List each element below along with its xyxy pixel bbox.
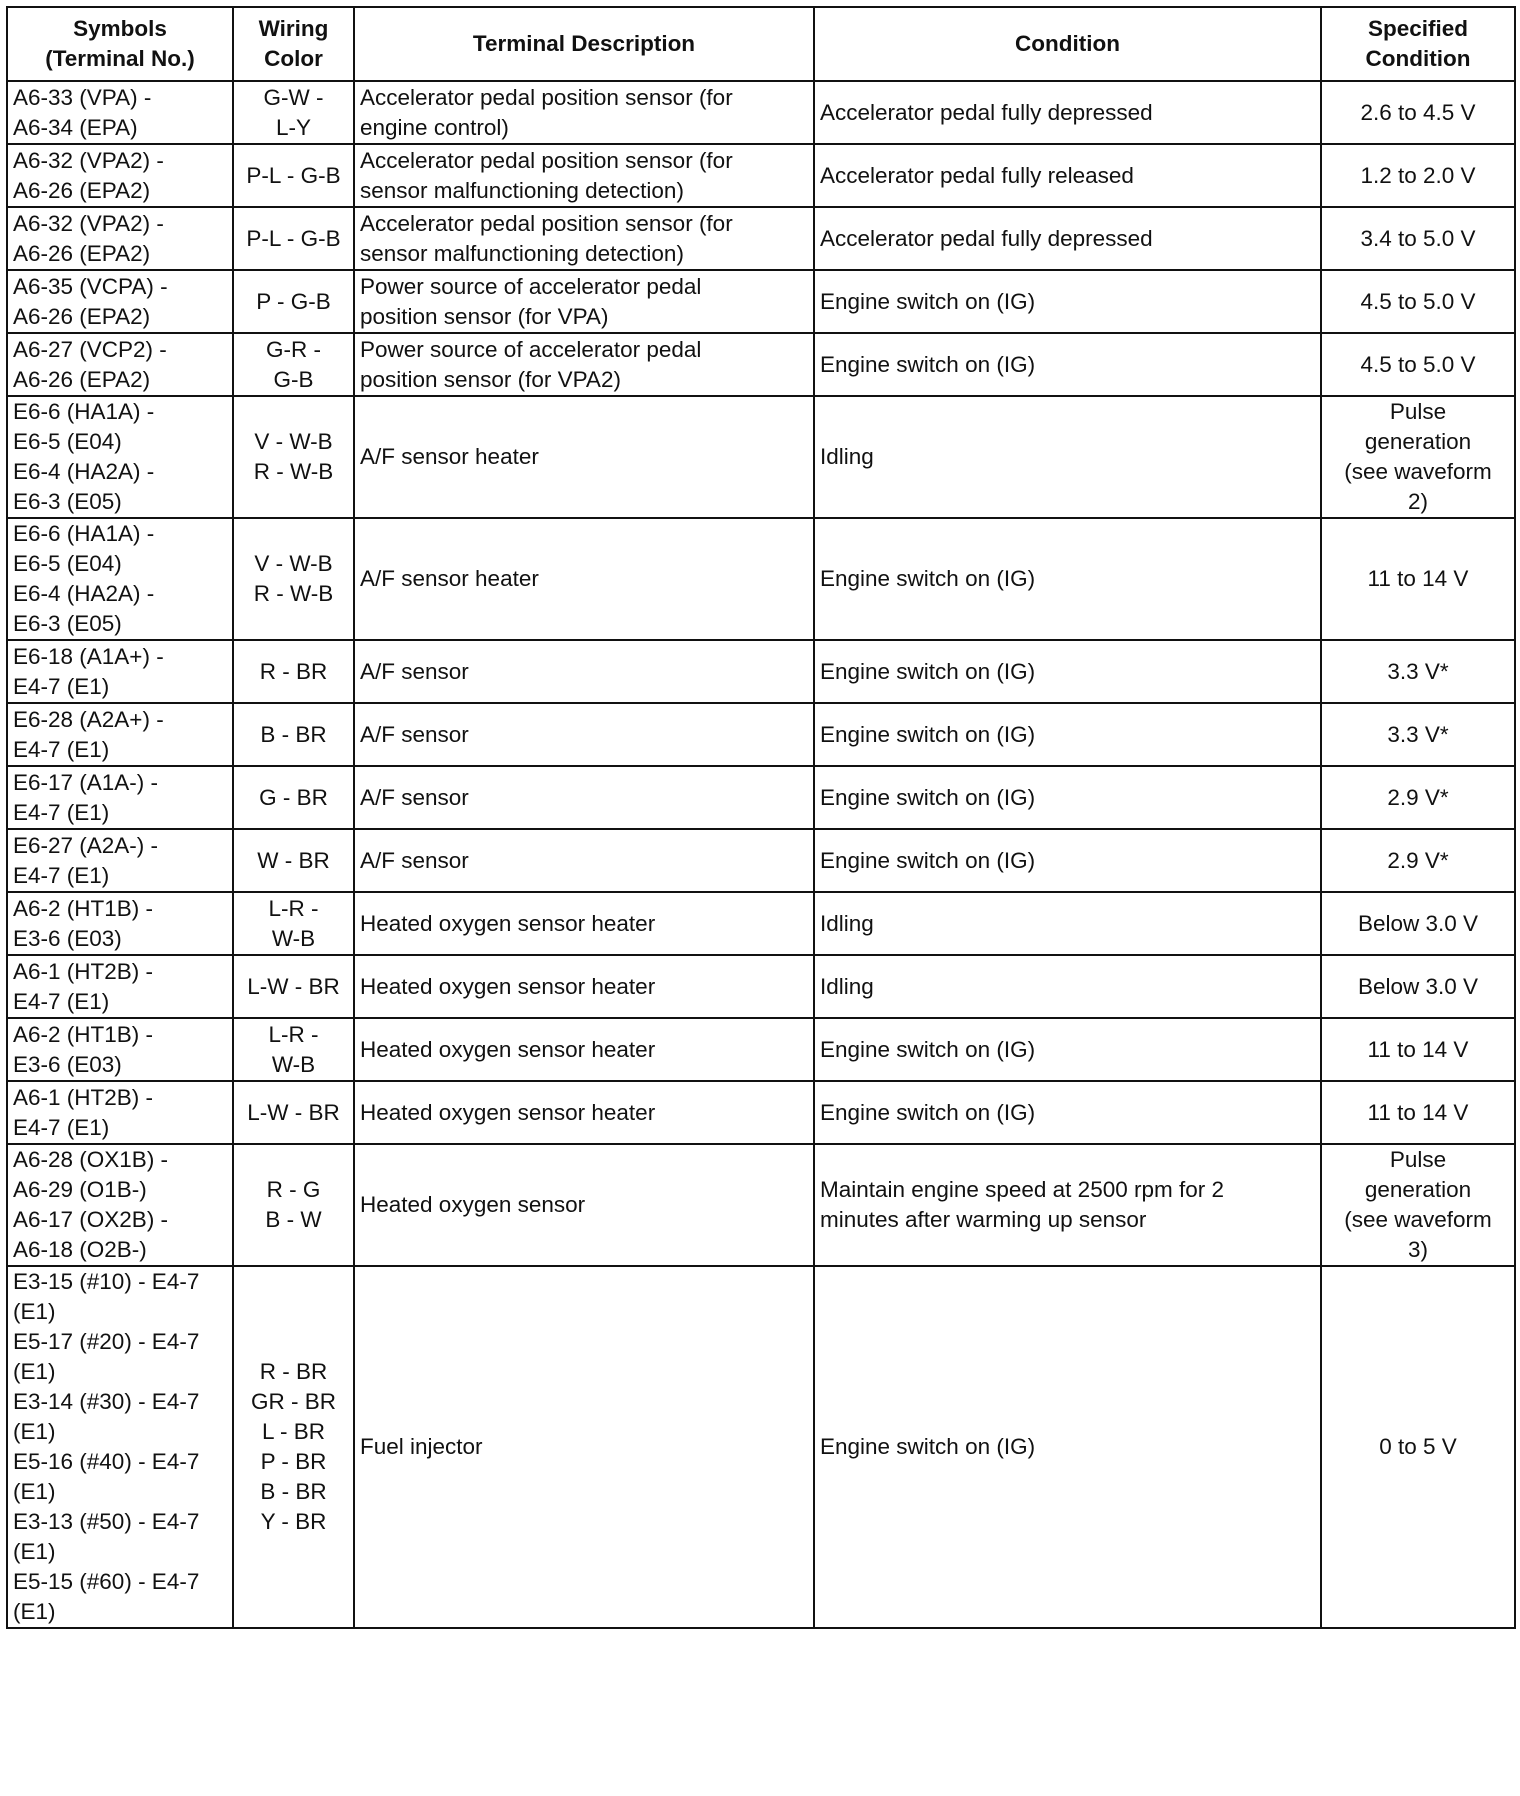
wiring-color-cell-line: P-L - G-B [246,162,341,188]
specified-condition-cell: 4.5 to 5.0 V [1321,333,1515,396]
wiring-color-cell-line: R - BR [259,658,328,684]
terminal-description-cell [354,270,814,333]
header-terminal-description: Terminal Description [354,7,814,81]
terminal-symbols-cell-line: (E1) [13,1359,56,1384]
text-line: (see waveform [1344,459,1492,484]
terminal-description-cell: A/F sensor [354,829,814,892]
wiring-color-cell-line: GR - BR [250,1389,336,1414]
terminal-symbols-cell-line: (E1) [13,1299,56,1324]
terminal-description-cell: A/F sensor [354,766,814,829]
wiring-color-cell-line: B - BR [260,721,327,747]
specified-condition-cell [1321,1144,1515,1266]
condition-cell: Idling [814,955,1321,1018]
terminal-description-cell [354,144,814,207]
table-body [7,81,1515,1628]
condition-cell: Accelerator pedal fully depressed [814,81,1321,144]
header-condition: Condition [814,7,1321,81]
terminal-description-cell: Heated oxygen sensor [354,1144,814,1266]
table-row [7,640,1515,703]
header-wiring-line: Wiring [258,16,329,41]
terminal-symbols-cell-line: E4-7 (E1) [13,1114,110,1140]
specified-condition-cell: 0 to 5 V [1321,1266,1515,1628]
specified-condition-cell: 11 to 14 V [1321,1081,1515,1144]
wiring-color-cell [233,1144,354,1266]
wiring-color-cell-line: L-R - [268,1021,319,1047]
wiring-color-cell-line: G-W - [263,84,324,110]
condition-cell: Engine switch on (IG) [814,829,1321,892]
terminal-symbols-cell-line: E4-7 (E1) [13,736,110,762]
condition-cell: Engine switch on (IG) [814,640,1321,703]
terminal-symbols-cell [7,518,233,640]
terminal-symbols-cell [7,1081,233,1144]
condition-cell: Engine switch on (IG) [814,766,1321,829]
terminal-symbols-cell-line: A6-2 (HT1B) - [13,895,154,921]
terminal-symbols-cell-line: A6-1 (HT2B) - [13,1084,154,1110]
table-row [7,892,1515,955]
wiring-color-cell-line: L-Y [275,114,311,140]
table-row [7,81,1515,144]
wiring-color-cell [233,766,354,829]
specified-condition-cell: 2.9 V* [1321,766,1515,829]
terminal-symbols-cell [7,144,233,207]
terminal-symbols-cell-line: (E1) [13,1539,56,1564]
text-line: sensor malfunctioning detection) [360,177,684,203]
terminal-description-cell: Heated oxygen sensor heater [354,1081,814,1144]
table-row [7,1144,1515,1266]
specified-condition-cell: 2.6 to 4.5 V [1321,81,1515,144]
header-row [7,7,1515,81]
condition-cell: Idling [814,396,1321,518]
terminal-symbols-cell [7,333,233,396]
terminal-symbols-cell [7,270,233,333]
table-row [7,333,1515,396]
terminal-symbols-cell-line: E3-14 (#30) - E4-7 [13,1389,200,1414]
terminal-description-cell [354,81,814,144]
wiring-color-cell-line: W-B [271,925,316,951]
terminal-symbols-cell-line: E4-7 (E1) [13,673,110,699]
condition-cell [814,1144,1321,1266]
condition-cell: Idling [814,892,1321,955]
terminal-description-cell: A/F sensor heater [354,396,814,518]
condition-cell: Engine switch on (IG) [814,703,1321,766]
terminal-symbols-cell [7,1018,233,1081]
wiring-color-cell-line: L-W - BR [247,1099,340,1125]
text-line: sensor malfunctioning detection) [360,240,684,266]
condition-cell: Engine switch on (IG) [814,1266,1321,1628]
wiring-color-cell-line: L - BR [262,1419,325,1444]
wiring-color-cell-line: P - G-B [256,288,331,314]
wiring-color-cell [233,207,354,270]
condition-cell: Engine switch on (IG) [814,518,1321,640]
wiring-color-cell [233,396,354,518]
specified-condition-cell: 11 to 14 V [1321,518,1515,640]
header-specified-condition [1321,7,1515,81]
wiring-color-cell [233,955,354,1018]
terminal-symbols-cell-line: A6-27 (VCP2) - [13,336,167,362]
terminal-description-cell: Heated oxygen sensor heater [354,955,814,1018]
terminal-symbols-cell-line: (E1) [13,1599,56,1624]
table-row [7,703,1515,766]
wiring-color-cell-line: Y - BR [260,1509,327,1534]
terminal-symbols-cell [7,1144,233,1266]
terminal-description-cell: A/F sensor [354,640,814,703]
wiring-color-cell [233,829,354,892]
text-line: engine control) [360,114,509,140]
text-line: generation [1364,429,1472,454]
text-line: Power source of accelerator pedal [360,336,702,362]
text-line: Accelerator pedal position sensor (for [360,210,733,236]
terminal-symbols-cell-line: A6-26 (EPA2) [13,240,151,266]
wiring-color-cell [233,703,354,766]
text-line: generation [1364,1177,1472,1202]
wiring-color-cell-line: L-R - [268,895,319,921]
terminal-symbols-cell-line: E6-27 (A2A-) - [13,832,159,858]
terminal-symbols-cell-line: E6-3 (E05) [13,489,122,514]
terminal-symbols-cell-line: E6-18 (A1A+) - [13,643,164,669]
text-line: Pulse [1389,1147,1447,1172]
header-wiring-color [233,7,354,81]
wiring-color-cell [233,1266,354,1628]
table-row [7,1018,1515,1081]
specified-condition-cell: 3.3 V* [1321,640,1515,703]
text-line: 2) [1407,489,1428,514]
specified-condition-cell: 3.3 V* [1321,703,1515,766]
wiring-color-cell-line: P - BR [260,1449,327,1474]
terminal-symbols-cell-line: A6-34 (EPA) [13,114,138,140]
table-row [7,518,1515,640]
wiring-color-cell-line: R - BR [259,1359,328,1384]
wiring-color-cell-line: R - W-B [253,459,334,484]
specified-condition-cell: 3.4 to 5.0 V [1321,207,1515,270]
wiring-color-cell-line: B - BR [260,1479,327,1504]
text-line: Accelerator pedal position sensor (for [360,84,733,110]
wiring-color-cell-line: G - BR [259,784,328,810]
condition-cell: Engine switch on (IG) [814,270,1321,333]
specified-condition-cell: 1.2 to 2.0 V [1321,144,1515,207]
terminal-symbols-cell [7,207,233,270]
header-specified-line: Condition [1365,46,1471,71]
text-line: Accelerator pedal position sensor (for [360,147,733,173]
text-line: Power source of accelerator pedal [360,273,702,299]
terminal-symbols-cell-line: E4-7 (E1) [13,988,110,1014]
terminal-symbols-cell-line: E6-6 (HA1A) - [13,521,155,546]
specified-condition-cell: 11 to 14 V [1321,1018,1515,1081]
terminal-description-cell: Heated oxygen sensor heater [354,1018,814,1081]
table-row [7,955,1515,1018]
terminal-symbols-cell-line: E6-17 (A1A-) - [13,769,159,795]
terminal-symbols-cell-line: A6-28 (OX1B) - [13,1147,169,1172]
terminal-symbols-cell-line: E6-6 (HA1A) - [13,399,155,424]
terminal-symbols-cell-line: A6-32 (VPA2) - [13,147,164,173]
terminal-symbols-cell-line: E3-13 (#50) - E4-7 [13,1509,200,1534]
wiring-color-cell-line: G-B [273,366,314,392]
terminal-symbols-cell-line: E6-5 (E04) [13,551,122,576]
wiring-color-cell-line: P-L - G-B [246,225,341,251]
terminal-description-cell [354,207,814,270]
table-row [7,1081,1515,1144]
text-line: minutes after warming up sensor [820,1207,1147,1232]
table-row [7,829,1515,892]
wiring-color-cell-line: B - W [265,1207,322,1232]
terminal-symbols-cell-line: A6-26 (EPA2) [13,177,151,203]
table-row [7,144,1515,207]
wiring-color-cell [233,81,354,144]
terminal-symbols-cell-line: A6-33 (VPA) - [13,84,152,110]
terminal-symbols-cell-line: A6-32 (VPA2) - [13,210,164,236]
condition-cell: Engine switch on (IG) [814,333,1321,396]
terminal-symbols-cell [7,1266,233,1628]
terminal-symbols-cell-line: E4-7 (E1) [13,862,110,888]
terminal-symbols-cell [7,955,233,1018]
header-wiring-line: Color [264,46,323,71]
table-row [7,1266,1515,1628]
terminal-symbols-cell [7,396,233,518]
terminal-symbols-cell-line: A6-17 (OX2B) - [13,1207,169,1232]
specified-condition-cell: 2.9 V* [1321,829,1515,892]
terminal-symbols-cell-line: E6-3 (E05) [13,611,122,636]
terminal-symbols-cell [7,640,233,703]
text-line: 3) [1407,1237,1428,1262]
terminal-symbols-cell [7,81,233,144]
wiring-color-cell [233,640,354,703]
terminal-symbols-cell-line: A6-18 (O2B-) [13,1237,147,1262]
terminal-description-cell: Heated oxygen sensor heater [354,892,814,955]
text-line: Maintain engine speed at 2500 rpm for 2 [820,1177,1225,1202]
wiring-color-cell [233,270,354,333]
terminal-symbols-cell-line: E3-15 (#10) - E4-7 [13,1269,200,1294]
terminal-symbols-cell-line: E4-7 (E1) [13,799,110,825]
wiring-color-cell [233,144,354,207]
terminal-description-cell [354,333,814,396]
header-symbols-line: (Terminal No.) [45,46,195,71]
text-line: Pulse [1389,399,1447,424]
terminal-symbols-cell-line: (E1) [13,1419,56,1444]
condition-cell: Engine switch on (IG) [814,1081,1321,1144]
terminal-symbols-cell-line: A6-26 (EPA2) [13,303,151,329]
wiring-color-cell [233,1018,354,1081]
header-symbols-line: Symbols [73,16,167,41]
condition-cell: Engine switch on (IG) [814,1018,1321,1081]
terminal-description-cell: A/F sensor [354,703,814,766]
text-line: position sensor (for VPA2) [360,366,621,392]
header-specified-line: Specified [1367,16,1469,41]
terminal-symbols-cell-line: A6-2 (HT1B) - [13,1021,154,1047]
specified-condition-cell: 4.5 to 5.0 V [1321,270,1515,333]
wiring-color-cell [233,333,354,396]
wiring-color-cell-line: W - BR [257,847,330,873]
specified-condition-cell: Below 3.0 V [1321,892,1515,955]
table-row [7,396,1515,518]
terminal-symbols-cell-line: (E1) [13,1479,56,1504]
specified-condition-cell [1321,396,1515,518]
wiring-color-cell-line: V - W-B [254,551,333,576]
terminal-spec-table [6,6,1516,1629]
terminal-symbols-cell [7,829,233,892]
terminal-symbols-cell-line: E3-6 (E03) [13,1051,122,1077]
wiring-color-cell-line: R - G [266,1177,321,1202]
condition-cell: Accelerator pedal fully released [814,144,1321,207]
wiring-color-cell-line: G-R - [266,336,321,362]
terminal-symbols-cell-line: A6-26 (EPA2) [13,366,151,392]
wiring-color-cell-line: R - W-B [253,581,334,606]
terminal-symbols-cell-line: E5-16 (#40) - E4-7 [13,1449,200,1474]
text-line: (see waveform [1344,1207,1492,1232]
wiring-color-cell-line: V - W-B [254,429,333,454]
terminal-symbols-cell-line: E6-28 (A2A+) - [13,706,164,732]
terminal-symbols-cell-line: E3-6 (E03) [13,925,122,951]
wiring-color-cell [233,1081,354,1144]
terminal-symbols-cell-line: E6-4 (HA2A) - [13,581,155,606]
terminal-symbols-cell [7,892,233,955]
wiring-color-cell-line: L-W - BR [247,973,340,999]
condition-cell: Accelerator pedal fully depressed [814,207,1321,270]
terminal-symbols-cell-line: E5-15 (#60) - E4-7 [13,1569,200,1594]
terminal-symbols-cell-line: E5-17 (#20) - E4-7 [13,1329,200,1354]
table-row [7,270,1515,333]
wiring-color-cell [233,892,354,955]
terminal-description-cell: Fuel injector [354,1266,814,1628]
specified-condition-cell: Below 3.0 V [1321,955,1515,1018]
terminal-symbols-cell-line: A6-35 (VCPA) - [13,273,168,299]
terminal-symbols-cell-line: A6-1 (HT2B) - [13,958,154,984]
terminal-symbols-cell-line: A6-29 (O1B-) [13,1177,147,1202]
terminal-description-cell: A/F sensor heater [354,518,814,640]
terminal-symbols-cell-line: E6-5 (E04) [13,429,122,454]
wiring-color-cell-line: W-B [271,1051,316,1077]
terminal-symbols-cell [7,766,233,829]
terminal-spec-sheet [6,6,1514,1629]
wiring-color-cell [233,518,354,640]
text-line: position sensor (for VPA) [360,303,609,329]
header-symbols [7,7,233,81]
terminal-symbols-cell-line: E6-4 (HA2A) - [13,459,155,484]
terminal-symbols-cell [7,703,233,766]
table-row [7,207,1515,270]
table-row [7,766,1515,829]
